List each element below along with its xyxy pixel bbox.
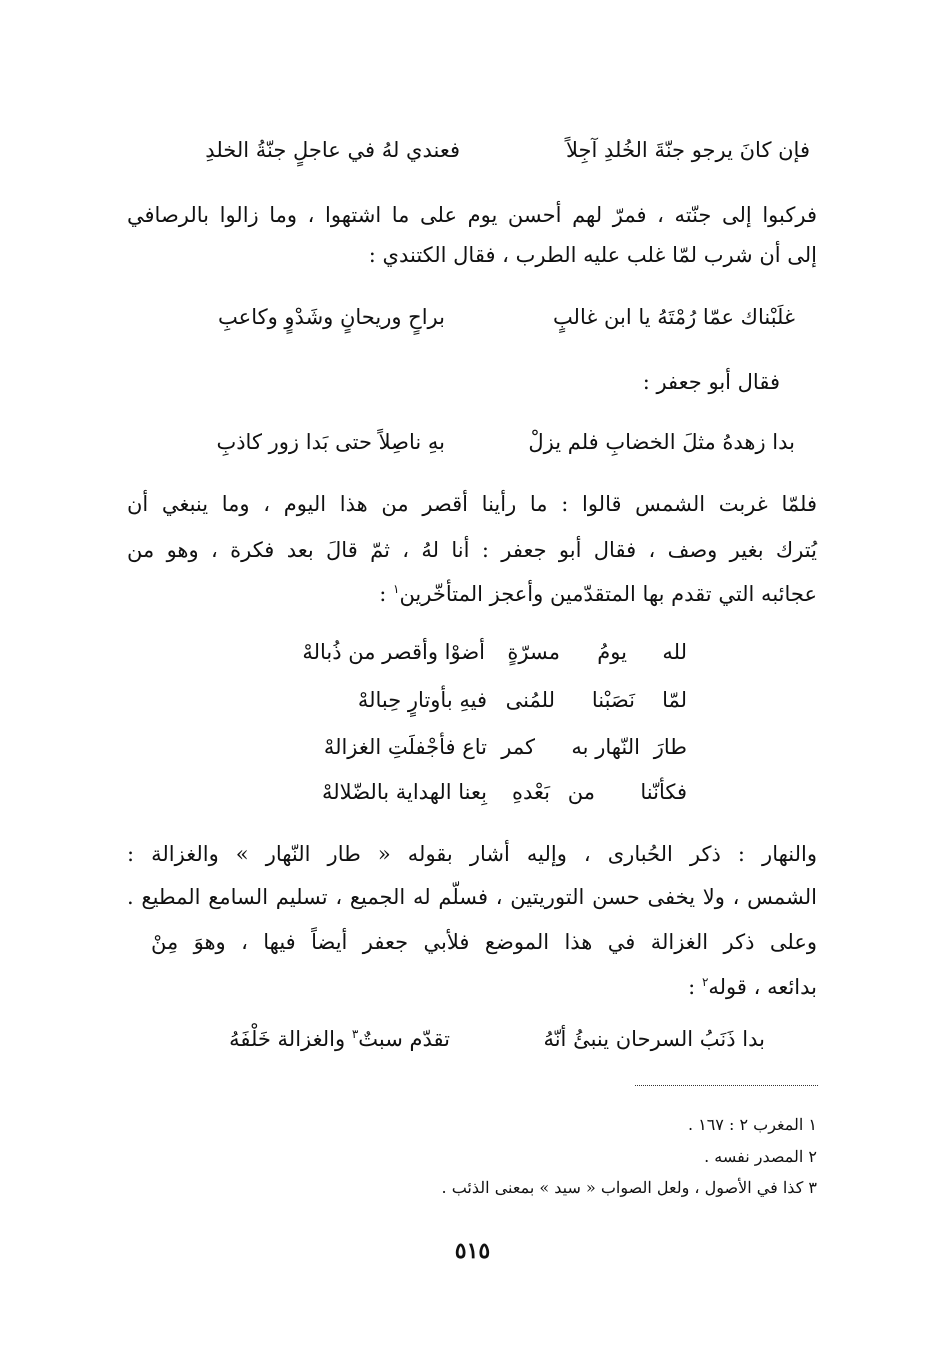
- paragraph-4-line-1: والنهار : ذكر الحُبارى ، وإليه أشار بقوله « طار النّهار » والغزالة :: [127, 842, 817, 866]
- poem-second-hemistich: فيهِ بأوتارٍ حِبالهْ: [357, 688, 487, 712]
- poem-word-a: لله: [662, 640, 687, 664]
- page-number: ٥١٥: [454, 1238, 491, 1264]
- verse-3-second-hemistich: بهِ ناصِلاً حتى بَدا زور كاذبِ: [216, 430, 445, 454]
- paragraph-3-line-3-end: :: [379, 582, 393, 606]
- paragraph-1-line-2: إلى أن شرب لمّا غلب عليه الطرب ، فقال الكتندي :: [368, 243, 817, 267]
- poem-word-c: مسرّةٍ: [507, 640, 560, 664]
- footnote-1: ١ المغرب ٢ : ١٦٧ .: [687, 1115, 817, 1134]
- footnote-separator: [635, 1085, 818, 1086]
- paragraph-4-line-4: [688, 975, 817, 999]
- verse-2-second-hemistich: براحٍ وريحانٍ وشَدْوٍ وكاعبِ: [218, 305, 445, 329]
- paragraph-4-line-4-end: :: [688, 975, 702, 999]
- paragraph-4-line-2: الشمس ، ولا يخفى حسن التوريتين ، فسلّم له الجميع ، تسليم السامع المطيع .: [127, 885, 817, 909]
- verse-2-first-hemistich: غلَبْناك عمّا رُمْتَهُ يا ابن غالبٍ: [552, 305, 795, 329]
- paragraph-3-line-3-text: عجائبه التي تقدم بها المتقدّمين وأعجز المتأخّرين: [399, 582, 817, 606]
- poem-word-c: للمُنى: [505, 688, 555, 712]
- paragraph-4-line-3: وعلى ذكر الغزالة في هذا الموضع فلأبي جعفر أيضاً فيها ، وهوَ مِنْ: [151, 930, 817, 954]
- poem-word-a: طارَ: [653, 735, 687, 759]
- footnote-ref-1: ١: [392, 582, 400, 596]
- verse-3-first-hemistich: بدا زهدهُ مثلَ الخضابِ فلم يزلْ: [528, 430, 795, 454]
- verse-4-second-hemistich-text: تقدّم سبتٌ: [358, 1027, 450, 1051]
- poem-word-b: يومُ: [597, 640, 627, 664]
- poem-word-b: النّهار به: [571, 735, 640, 759]
- paragraph-3-line-2: يُترك بغير وصف ، فقال أبو جعفر : أنا لهُ ، ثمّ قالَ بعد فكرة ، وهو من: [127, 538, 817, 562]
- poem-word-b: نَصَبْنا: [591, 688, 635, 712]
- paragraph-4-line-4-text: بدائعه ، قوله: [708, 975, 817, 999]
- footnote-ref-3: ٣: [351, 1027, 359, 1041]
- poem-second-hemistich: أضوْا وأقصر من ذُبالهْ: [302, 640, 485, 664]
- verse-4-second-hemistich-end: والغزالة خَلْفَهُ: [229, 1027, 352, 1051]
- verse-4-second-hemistich: [229, 1027, 450, 1051]
- footnote-ref-2: ٢: [701, 975, 709, 989]
- paragraph-1-line-1: فركبوا إلى جنّته ، فمرّ لهم أحسن يوم على ما اشتهوا ، وما زالوا بالرصافي: [127, 203, 817, 227]
- verse-4-first-hemistich: بدا ذَنَبُ السرحان ينبئُ أنّهُ: [543, 1027, 765, 1051]
- footnote-3: ٣ كذا في الأصول ، ولعل الصواب « سيد » بمعنى الذئب .: [441, 1178, 817, 1197]
- poem-word-b: من: [567, 780, 595, 804]
- poem-word-a: فكأنّنا: [640, 780, 687, 804]
- footnote-2: ٢ المصدر نفسه .: [704, 1147, 817, 1166]
- paragraph-2: فقال أبو جعفر :: [642, 370, 780, 394]
- poem-word-a: لمّا: [662, 688, 687, 712]
- poem-word-c: بَعْدهِ: [511, 780, 550, 804]
- poem-word-c: كمر: [501, 735, 535, 759]
- poem-second-hemistich: بِعنا الهداية بالضّلالهْ: [322, 780, 487, 804]
- verse-1-first-hemistich: فإن كانَ يرجو جنّةَ الخُلدِ آجِلاً: [565, 138, 810, 162]
- paragraph-3-line-3: [379, 582, 817, 606]
- poem-second-hemistich: تاع فأجْفلَتِ الغزالهْ: [323, 735, 487, 759]
- paragraph-3-line-1: فلمّا غربت الشمس قالوا : ما رأينا أقصر من هذا اليوم ، وما ينبغي أن: [127, 492, 817, 516]
- verse-1-second-hemistich: فعندي لهُ في عاجلٍ جنّةُ الخلدِ: [205, 138, 460, 162]
